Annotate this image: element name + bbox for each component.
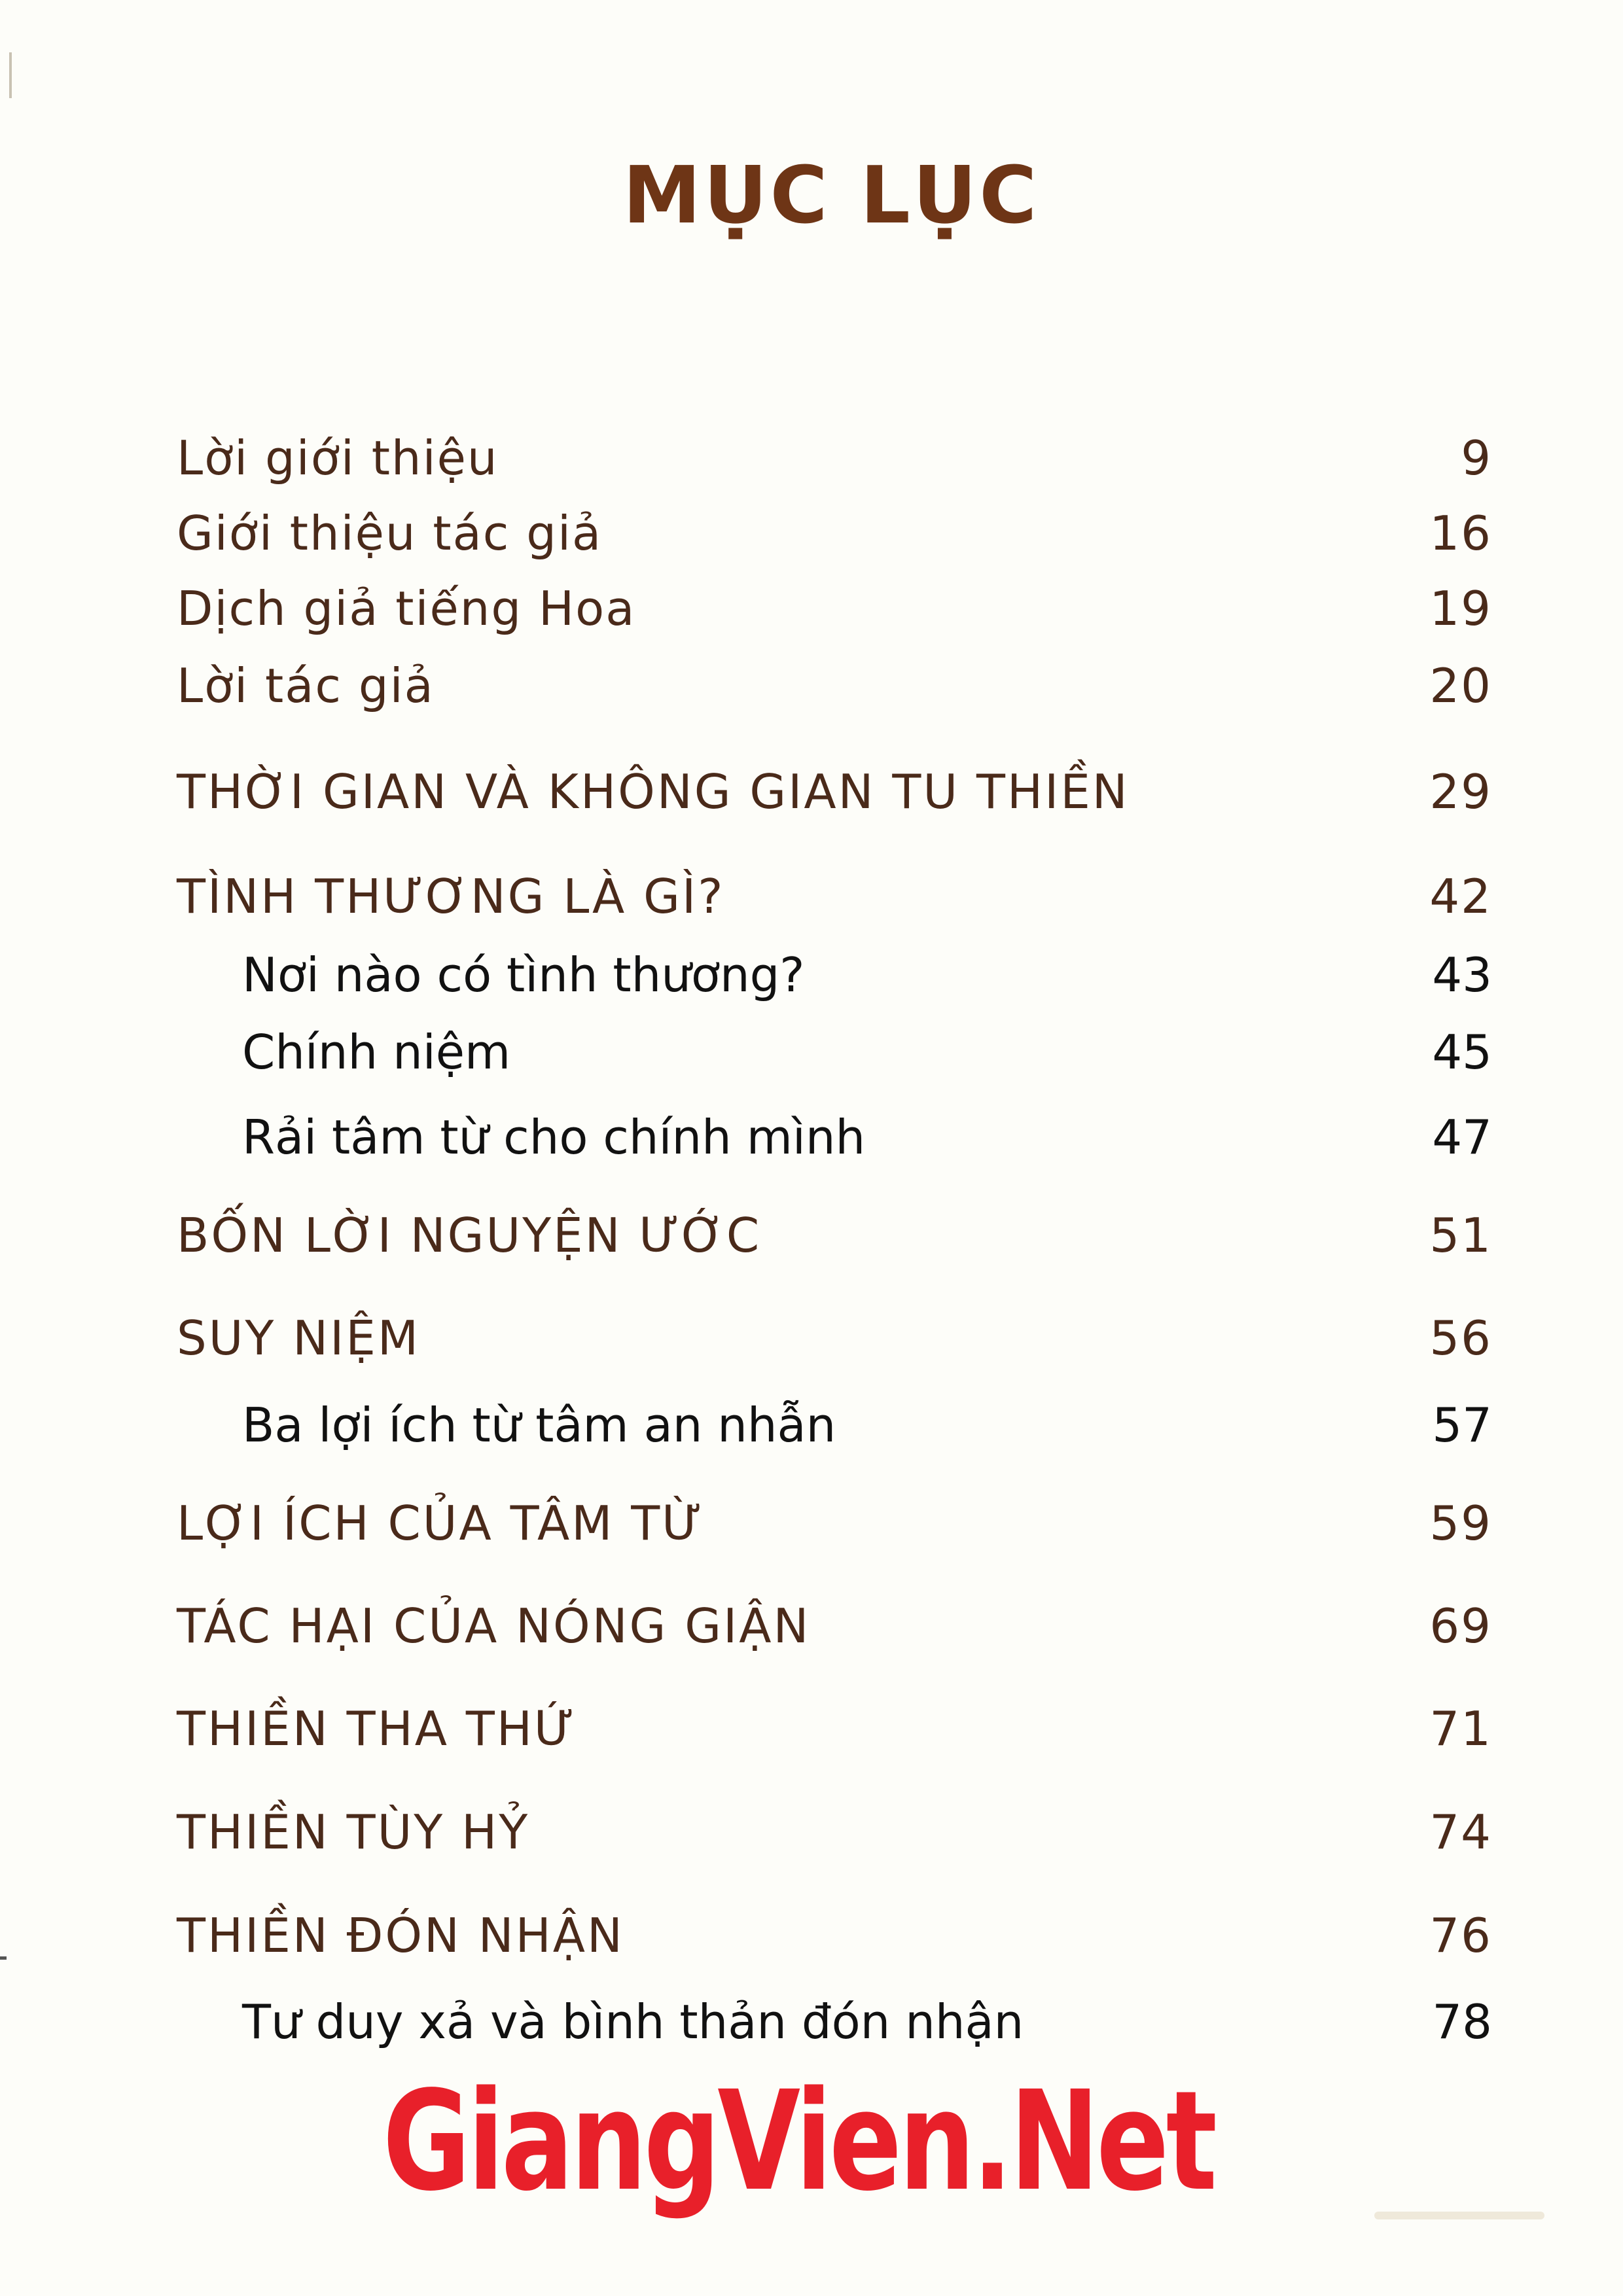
toc-entry-label: THIỀN THA THỨ [177, 1701, 577, 1756]
toc-entry-section[interactable] [177, 1386, 1492, 1464]
toc-entry-label: THIỀN TÙY HỶ [177, 1805, 530, 1860]
page-title: MỤC LỤC [622, 150, 1040, 242]
toc-entry-label: Lời giới thiệu [177, 431, 499, 486]
toc-entry-label: Chính niệm [242, 1025, 511, 1080]
toc-entry-label: THỜI GIAN VÀ KHÔNG GIAN TU THIỀN [177, 764, 1130, 819]
toc-entry-label: Giới thiệu tác giả [177, 506, 603, 561]
toc-entry-label: Nơi nào có tình thương? [242, 947, 805, 1002]
toc-entry-page-number: 69 [1429, 1598, 1492, 1653]
toc-entry-chapter[interactable] [177, 1896, 1492, 1975]
scan-smudge [1374, 2212, 1544, 2219]
toc-entry-label: BỐN LỜI NGUYỆN ƯỚC [177, 1208, 762, 1263]
toc-entry-page-number: 47 [1432, 1110, 1492, 1165]
watermark-text: GiangVien.Net [382, 2061, 1215, 2221]
toc-entry-label: LỢI ÍCH CỦA TÂM TỪ [177, 1496, 705, 1551]
toc-entry-page-number: 56 [1429, 1311, 1492, 1366]
toc-entry-chapter[interactable] [177, 1793, 1492, 1871]
toc-entry-chapter[interactable] [177, 1689, 1492, 1768]
toc-entry-page-number: 78 [1432, 1994, 1492, 2049]
toc-entry-page-number: 9 [1461, 431, 1492, 486]
toc-entry-page-number: 71 [1429, 1701, 1492, 1756]
toc-entry-page-number: 42 [1429, 869, 1492, 924]
toc-entry-label: Tư duy xả và bình thản đón nhận [242, 1994, 1024, 2049]
toc-entry-section[interactable] [177, 1013, 1492, 1091]
toc-entry-label: Rải tâm từ cho chính mình [242, 1110, 866, 1165]
toc-entry-section[interactable] [177, 936, 1492, 1014]
toc-entry-label: Lời tác giả [177, 658, 435, 713]
toc-entry-front-matter[interactable] [177, 419, 1492, 497]
toc-entry-page-number: 19 [1429, 581, 1492, 636]
toc-entry-front-matter[interactable] [177, 494, 1492, 573]
toc-entry-label: Dịch giả tiếng Hoa [177, 581, 636, 636]
toc-entry-front-matter[interactable] [177, 569, 1492, 648]
toc-entry-page-number: 43 [1432, 947, 1492, 1002]
toc-entry-label: SUY NIỆM [177, 1311, 420, 1366]
toc-entry-chapter[interactable] [177, 1587, 1492, 1665]
toc-entry-chapter[interactable] [177, 752, 1492, 831]
toc-entry-label: TÁC HẠI CỦA NÓNG GIẬN [177, 1598, 811, 1653]
toc-entry-section[interactable] [177, 1983, 1492, 2061]
toc-entry-page-number: 16 [1429, 506, 1492, 561]
toc-entry-page-number: 74 [1429, 1805, 1492, 1860]
toc-entry-page-number: 76 [1429, 1908, 1492, 1963]
toc-entry-label: Ba lợi ích từ tâm an nhẫn [242, 1398, 836, 1453]
toc-entry-chapter[interactable] [177, 1299, 1492, 1377]
toc-entry-page-number: 51 [1429, 1208, 1492, 1263]
toc-entry-chapter[interactable] [177, 1484, 1492, 1563]
toc-entry-page-number: 59 [1429, 1496, 1492, 1551]
toc-entry-page-number: 20 [1429, 658, 1492, 713]
toc-entry-front-matter[interactable] [177, 646, 1492, 725]
toc-entry-page-number: 45 [1432, 1025, 1492, 1080]
toc-entry-chapter[interactable] [177, 1196, 1492, 1275]
toc-entry-label: THIỀN ĐÓN NHẬN [177, 1908, 624, 1963]
toc-entry-section[interactable] [177, 1098, 1492, 1176]
toc-entry-chapter[interactable] [177, 857, 1492, 936]
toc-entry-page-number: 29 [1429, 764, 1492, 819]
toc-entry-label: TÌNH THƯƠNG LÀ GÌ? [177, 869, 725, 924]
toc-entry-page-number: 57 [1432, 1398, 1492, 1453]
